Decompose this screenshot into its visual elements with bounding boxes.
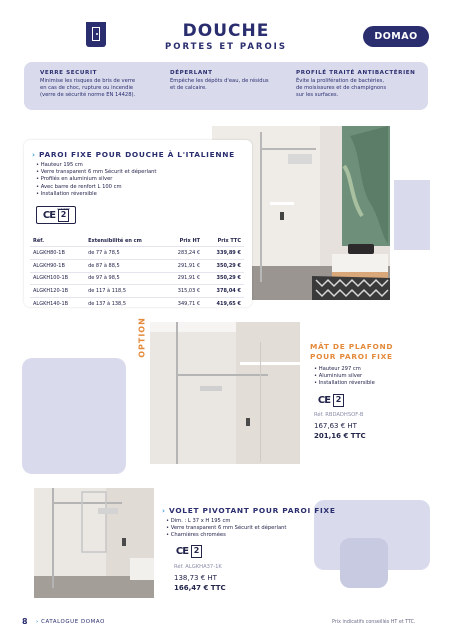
warranty-badge: 2	[191, 545, 202, 558]
table-row: ALGKH80-1B de 77 à 78,5 283,24 € 339,89 €	[30, 247, 244, 260]
pivoting-flap-photo	[34, 488, 154, 598]
option-price-ttc: 201,16 € TTC	[314, 432, 366, 440]
product2-ref: Réf. ALGKHA37-1K	[174, 564, 222, 570]
table-row: ALGKH90-1B de 87 à 88,5 291,91 € 350,29 €	[30, 259, 244, 272]
chevron-right-icon: ›	[162, 506, 166, 515]
product2-bullets: • Dim. : L 37 x H 195 cm • Verre transparent 6 mm Sécurit et déperlant • Charnières chromées	[166, 518, 286, 540]
feature-deperlant	[170, 70, 269, 92]
price-table: Réf. Extensibilité en cm Prix HT Prix TTC ALGKH80-1B de 77 à 78,5 283,24 € 339,89 € ALGKH90-1B de 87 à 88,5 291,91 € 350,29 € ALGKH100-1B de 97 à 98,5 291,91 € 350,29 € ALGKH120-1B de 117 à 118,5 315,03 € 378,04 € ALGKH140-1B de 137 à 138,5 349,71 € 419,65 €	[30, 235, 244, 310]
option-ref: Réf. RBDADHSOF-B	[314, 412, 364, 418]
chevron-right-icon: ›	[32, 150, 36, 159]
warranty-badge: 2 GARANTIE	[58, 209, 69, 222]
product2-title: › VOLET PIVOTANT POUR PAROI FIXE	[162, 506, 336, 515]
feature-text: Empêche les dépôts d'eau, de résidus et de calcaire.	[170, 78, 269, 92]
option-title-line2: POUR PAROI FIXE	[310, 352, 393, 361]
page-subtitle: PORTES ET PAROIS	[165, 42, 287, 52]
option-price-ht: 167,63 € HT	[314, 422, 357, 430]
footer-price-note: Prix indicatifs conseillés HT et TTC.	[332, 620, 416, 625]
ceiling-mast-photo	[150, 322, 300, 464]
product-title: › PAROI FIXE POUR DOUCHE À L'ITALIENNE	[32, 150, 235, 159]
chevron-right-icon: ›	[36, 619, 39, 625]
page-number: 8	[22, 617, 28, 626]
feature-heading: VERRE SECURIT	[40, 70, 98, 76]
product-bullets: • Hauteur 195 cm • Verre transparent 6 mm Sécurit et déperlant • Profilés en aluminium silver • Avec barre de renfort L 100 cm • Installation réversible	[36, 162, 156, 198]
feature-heading: PROFILÉ TRAITÉ ANTIBACTÉRIEN	[296, 70, 416, 76]
domao-logo: DOMAO	[363, 26, 429, 47]
ce-mark: CE	[175, 545, 189, 557]
table-row: ALGKH100-1B de 97 à 98,5 291,91 € 350,29 €	[30, 272, 244, 285]
feature-antibacterien	[296, 70, 415, 100]
feature-text: Évite la prolifération de bactéries, de moisissures et de champignons sur les surfaces.	[296, 78, 387, 99]
option-label: OPTION	[137, 317, 147, 358]
ce-warranty-badge	[36, 206, 76, 224]
warranty-badge: 2	[333, 394, 344, 407]
table-row: ALGKH140-1B de 137 à 138,5 349,71 € 419,65 €	[30, 298, 244, 310]
option-title: MÂT DE PLAFOND	[310, 342, 394, 351]
ce-mark: CE	[317, 394, 331, 406]
feature-heading: DÉPERLANT	[170, 70, 213, 76]
product2-price-ttc: 166,47 € TTC	[174, 584, 226, 592]
ce-warranty-badge	[314, 392, 348, 408]
product2-price-ht: 138,73 € HT	[174, 574, 217, 582]
deco-block	[394, 180, 430, 250]
deco-block	[22, 358, 126, 474]
ce-mark: CE	[42, 209, 56, 221]
table-row: ALGKH120-1B de 117 à 118,5 315,03 € 378,04 €	[30, 285, 244, 298]
ce-warranty-badge	[172, 543, 206, 559]
deco-block	[340, 538, 388, 588]
footer-catalogue: › CATALOGUE DOMAO	[36, 619, 105, 625]
feature-verre-securit	[40, 70, 135, 100]
page-title: DOUCHE	[182, 21, 270, 41]
option-bullets: • Hauteur 297 cm • Aluminium silver • Installation réversible	[314, 366, 375, 388]
feature-text: Minimise les risques de bris de verre en cas de choc, rupture ou incendie (verre de sécurité norme EN 14428).	[40, 78, 136, 99]
